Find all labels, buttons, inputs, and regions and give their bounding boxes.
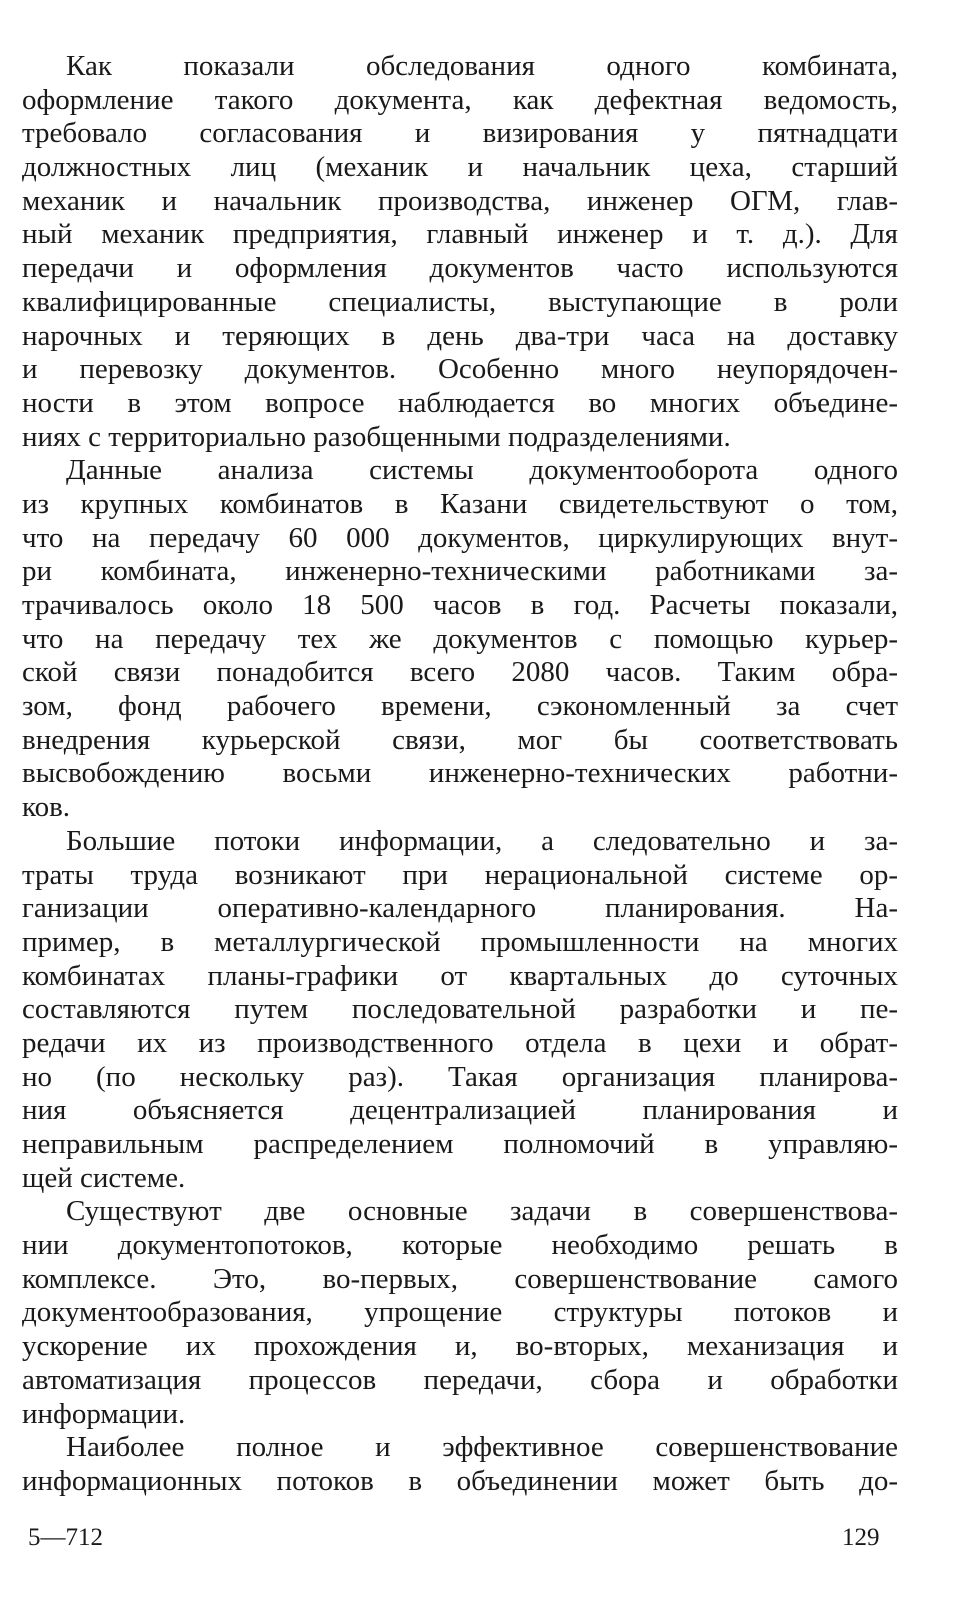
text-line: щей системе.: [22, 1161, 186, 1194]
text-line: комплексе. Это, во-первых, совершенствование самого: [22, 1262, 898, 1295]
text-line: пример, в металлургической промышленности на многих: [22, 925, 898, 958]
text-line: информации.: [22, 1397, 186, 1430]
text-line: ускорение их прохождения и, во-вторых, механизация и: [22, 1330, 898, 1363]
text-line: трачивалось около 18 500 часов в год. Расчеты показали,: [22, 589, 898, 621]
text-line: и перевозку документов. Особенно много неупорядочен-: [22, 353, 898, 386]
text-line: ганизации оперативно-календарного планирования. На-: [22, 892, 898, 925]
text-line: траты труда возникают при нерациональной системе ор-: [22, 858, 898, 891]
paragraph: [22, 454, 898, 825]
text-line: квалифицированные специалисты, выступающие в роли: [22, 285, 898, 318]
text-line: но (по нескольку раз). Такая организация планирова-: [22, 1060, 898, 1093]
text-line: информационных потоков в объединении может быть до-: [22, 1464, 898, 1497]
paragraph: [22, 1431, 898, 1498]
text-line: редачи их из производственного отдела в цехи и обрат-: [22, 1026, 898, 1059]
text-line: механик и начальник производства, инженер ОГМ, глав-: [22, 184, 898, 217]
text-line: зом, фонд рабочего времени, сэкономленный за счет: [22, 690, 898, 723]
text-line: Большие потоки информации, а следовательно и за-: [66, 824, 898, 857]
paragraph: [22, 50, 898, 454]
text-line: Как показали обследования одного комбината,: [66, 50, 898, 82]
text-line: ный механик предприятия, главный инженер и т. д.). Для: [22, 218, 898, 251]
text-line: из крупных комбинатов в Казани свидетельствуют о том,: [22, 487, 898, 520]
text-line: внедрения курьерской связи, мог бы соответствовать: [22, 723, 898, 756]
text-line: неправильным распределением полномочий в управляю-: [22, 1128, 898, 1160]
text-line: Существуют две основные задачи в совершенствова-: [66, 1195, 898, 1228]
text-line: должностных лиц (механик и начальник цеха, старший: [22, 151, 898, 184]
text-line: ков.: [22, 791, 71, 824]
printer-signature: 5—712: [28, 1524, 103, 1551]
text-line: оформление такого документа, как дефектная ведомость,: [22, 83, 898, 116]
text-line: нарочных и теряющих в день два-три часа на доставку: [22, 319, 898, 352]
text-line: ниях с территориально разобщенными подразделениями.: [22, 420, 731, 453]
text-line: нии документопотоков, которые необходимо решать в: [22, 1229, 898, 1262]
text-line: комбинатах планы-графики от квартальных до суточных: [22, 959, 898, 992]
text-line: ности в этом вопросе наблюдается во многих объедине-: [22, 386, 898, 419]
text-line: что на передачу тех же документов с помощью курьер-: [22, 622, 898, 655]
text-line: ния объясняется децентрализацией планирования и: [22, 1094, 898, 1127]
text-line: составляются путем последовательной разработки и пе-: [22, 993, 898, 1026]
text-line: передачи и оформления документов часто используются: [22, 252, 898, 285]
text-line: ской связи понадобится всего 2080 часов. Таким обра-: [22, 656, 898, 689]
paragraph: [22, 825, 898, 1196]
text-line: ри комбината, инженерно-техническими работниками за-: [22, 555, 898, 588]
text-line: Наиболее полное и эффективное совершенствование: [66, 1431, 898, 1464]
text-line: автоматизация процессов передачи, сбора и обработки: [22, 1363, 898, 1396]
text-line: требовало согласования и визирования у пятнадцати: [22, 117, 898, 150]
page-number: 129: [842, 1524, 880, 1551]
text-line: Данные анализа системы документооборота одного: [66, 454, 898, 487]
paragraph: [22, 1195, 898, 1431]
text-line: высвобождению восьми инженерно-технических работни-: [22, 757, 898, 790]
text-line: документообразования, упрощение структуры потоков и: [22, 1296, 898, 1329]
text-line: что на передачу 60 000 документов, циркулирующих внут-: [22, 521, 898, 554]
body-text: [22, 50, 898, 1499]
